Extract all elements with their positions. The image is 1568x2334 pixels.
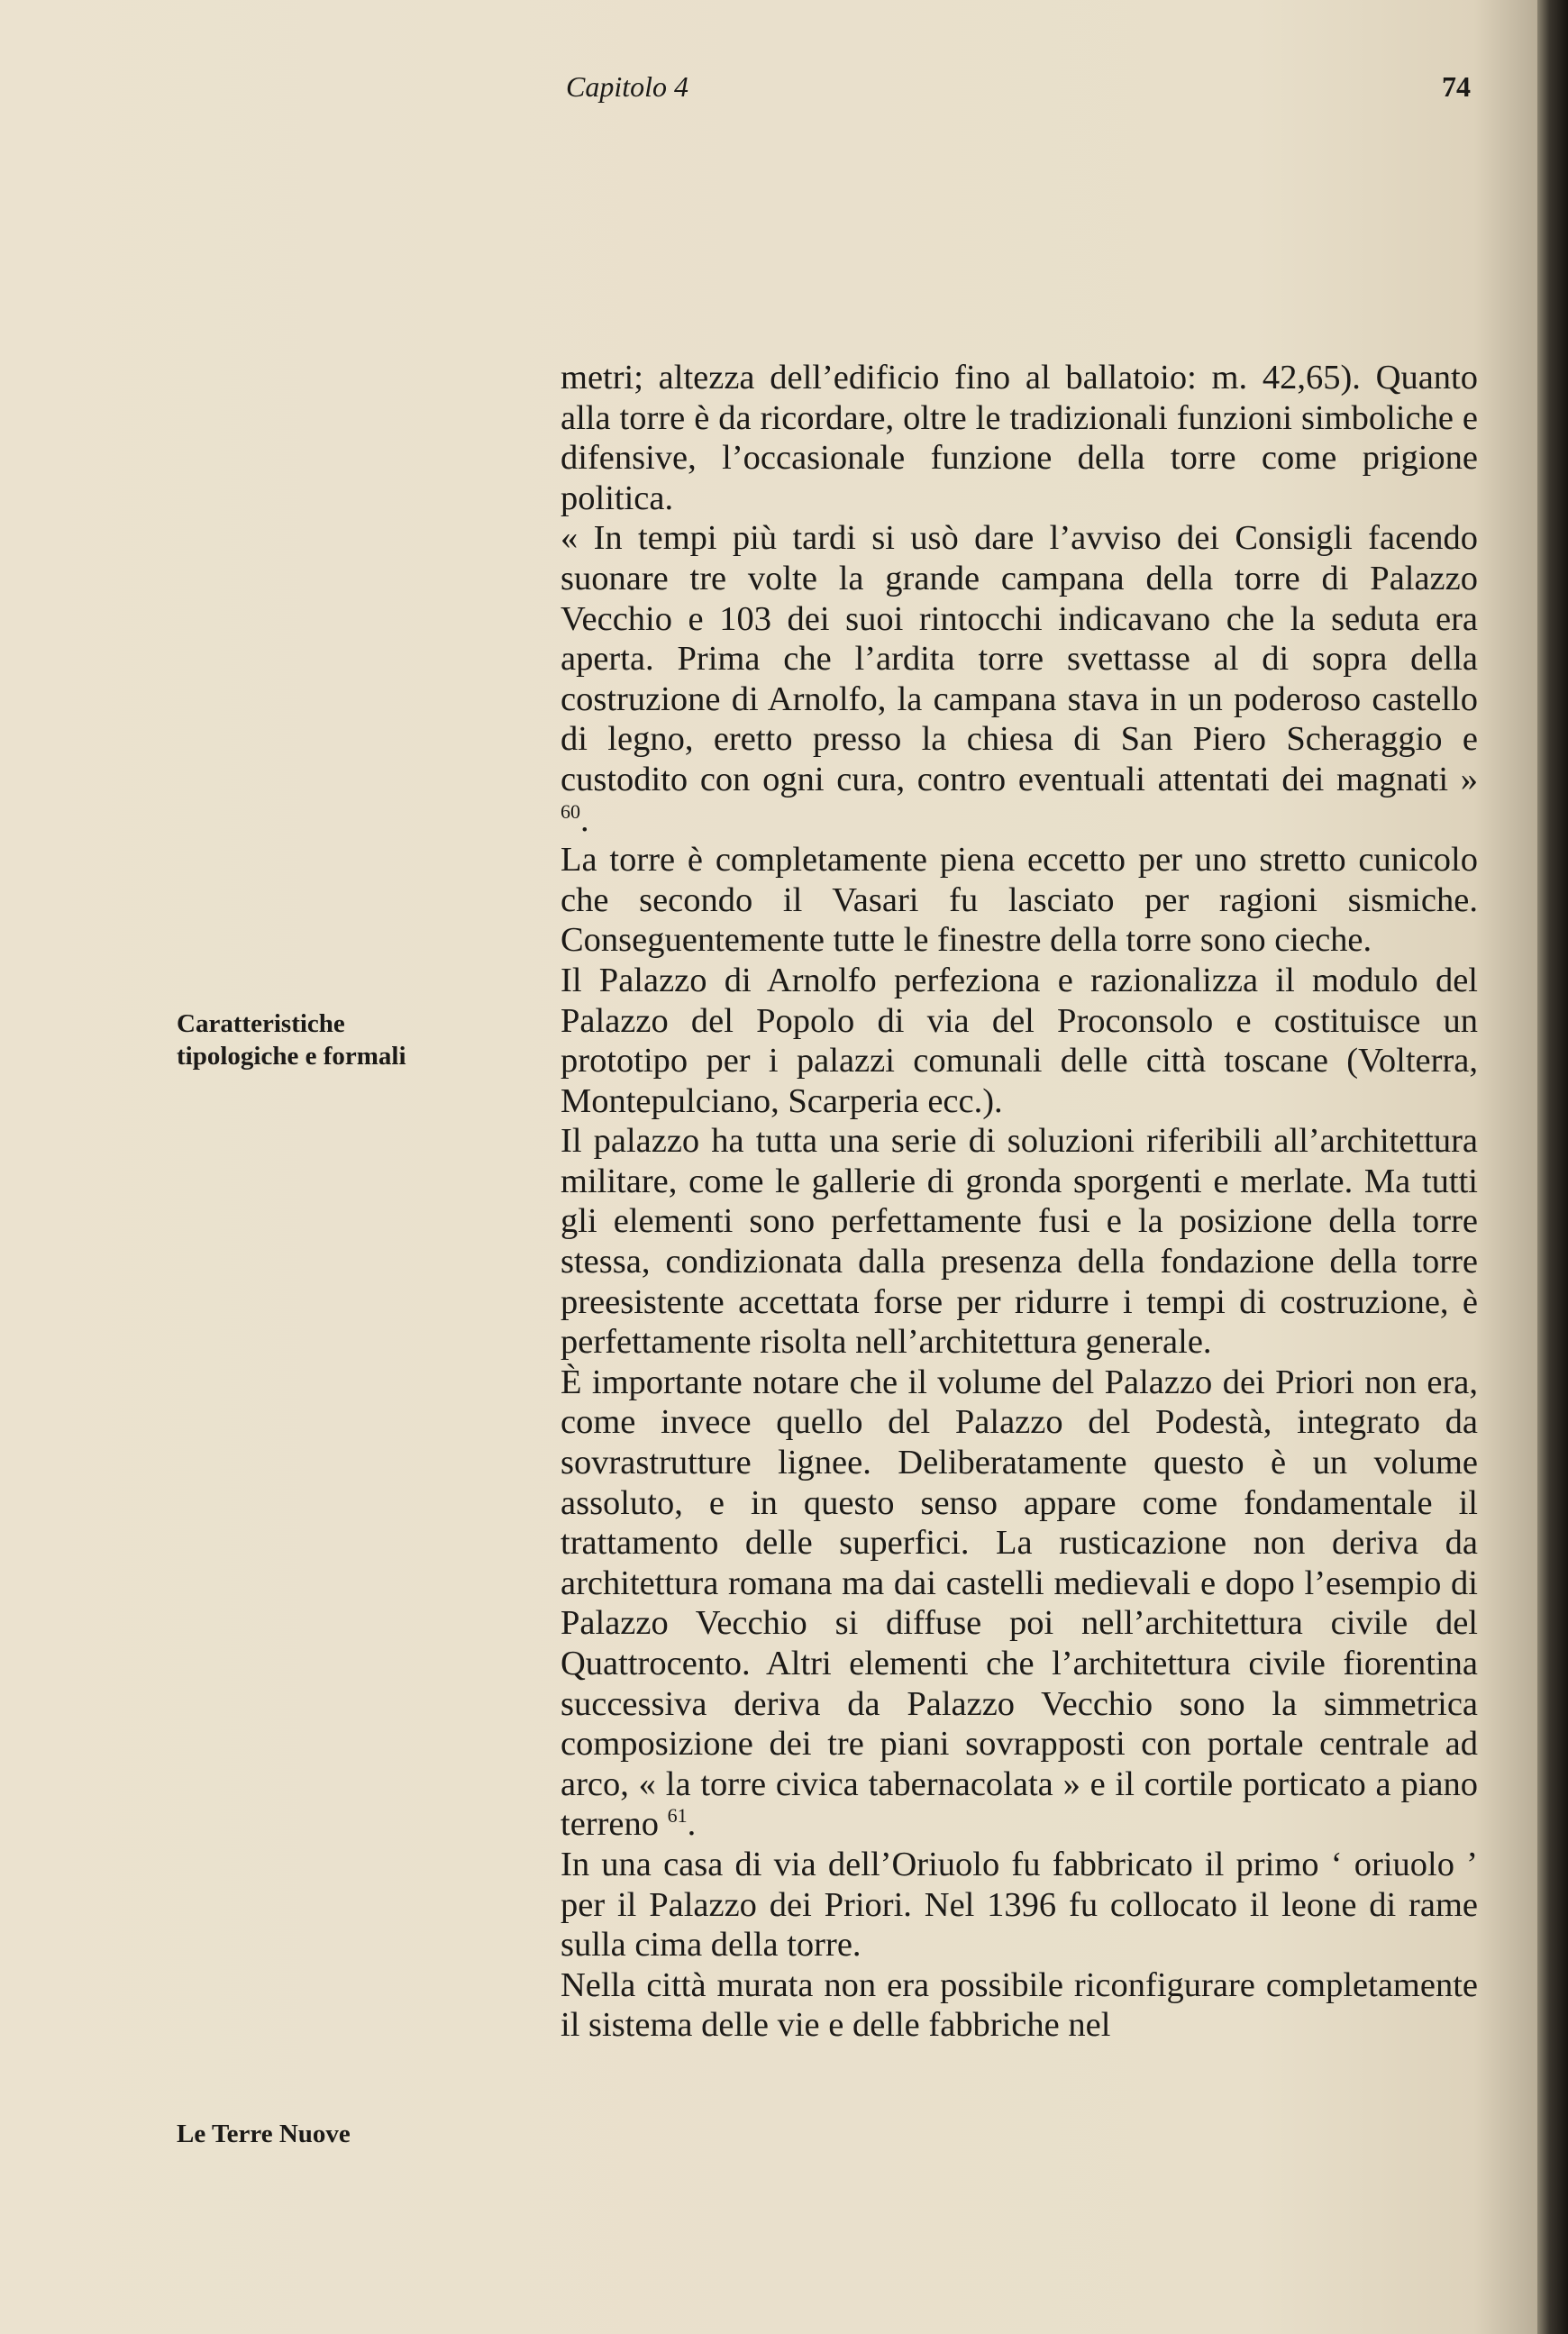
quote-text: « In tempi più tardi si usò dare l’avviso dei Consigli facendo suonare tre volte la grande campana della torre di Palazzo Vecchio e 103 dei suoi rintocchi indicavano che la seduta era aperta. Prima che l’ardita torre svettasse al di sopra della costruzione di Arnolfo, la campana stava in un poderoso castello di legno, eretto presso la chiesa di San Piero Scheraggio e custodito con ogni cura, contro eventuali attentati dei magnati » [561, 519, 1478, 798]
paragraph: metri; altezza dell’edificio fino al ballatoio: m. 42,65). Quanto alla torre è da ricordare, oltre le tradizionali funzioni simboliche e difensive, l’occasionale funzione della torre come prigione politica. [561, 359, 1478, 517]
margin-note-terre-nuove [177, 2118, 537, 2150]
paragraph: In una casa di via dell’Oriuolo fu fabbricato il primo ‘ oriuolo ’ per il Palazzo dei Priori. Nel 1396 fu collocato il leone di rame sulla cima della torre. [561, 1845, 1478, 1965]
footnote-ref: 60 [561, 799, 580, 823]
paragraph: Nella città murata non era possibile riconfigurare completamente il sistema delle vie e delle fabbriche nel [561, 1965, 1478, 2045]
punctuation: . [687, 1805, 697, 1844]
page-number: 74 [1442, 70, 1471, 103]
book-spine-shadow [1537, 0, 1568, 2334]
footnote-ref: 61 [667, 1804, 688, 1828]
paragraph: Il Palazzo di Arnolfo perfeziona e razionalizza il modulo del Palazzo del Popolo di via del Proconsolo e costituisce un prototipo per i palazzi comunali delle città toscane (Volterra, Montepulciano, Scarperia ecc.). [561, 961, 1478, 1120]
margin-note-line: tipologiche e formali [177, 1042, 406, 1071]
margin-note-typology [177, 1007, 537, 1072]
paragraph: Il palazzo ha tutta una serie di soluzioni riferibili all’architettura militare, come le gallerie di gronda sporgenti e merlate. Ma tutti gli elementi sono perfettamente fusi e la posizione della torre stessa, condizionata dalla presenza della fondazione della torre preesistente accettata forse per ridurre i tempi di costruzione, è perfettamente risolta nell’architettura generale. [561, 1122, 1478, 1362]
chapter-title: Capitolo 4 [566, 70, 689, 103]
paragraph [561, 518, 1478, 840]
punctuation: . [580, 800, 589, 839]
paragraph: La torre è completamente piena eccetto per uno stretto cunicolo che secondo il Vasari fu lasciato per ragioni sismiche. Conseguentemente tutte le finestre della torre sono cieche. [561, 841, 1478, 960]
margin-note-line: Le Terre Nuove [177, 2120, 351, 2148]
body-text [561, 358, 1478, 2046]
paragraph [561, 1363, 1478, 1845]
margin-note-line: Caratteristiche [177, 1009, 345, 1038]
running-header [0, 70, 1568, 115]
paragraph-text: È importante notare che il volume del Palazzo dei Priori non era, come invece quello del Palazzo del Podestà, integrato da sovrastrutture lignee. Deliberatamente questo è un volume assoluto, e in questo senso appare come fondamentale il trattamento delle superfici. La rusticazione non deriva da architettura romana ma dai castelli medievali e dopo l’esempio di Palazzo Vecchio si diffuse poi nell’architettura civile del Quattrocento. Altri elementi che l’architettura civile fiorentina successiva deriva da Palazzo Vecchio sono la simmetrica composizione dei tre piani sovrapposti con portale centrale ad arco, « la torre civica tabernacolata » e il cortile porticato a piano terreno [561, 1363, 1478, 1844]
